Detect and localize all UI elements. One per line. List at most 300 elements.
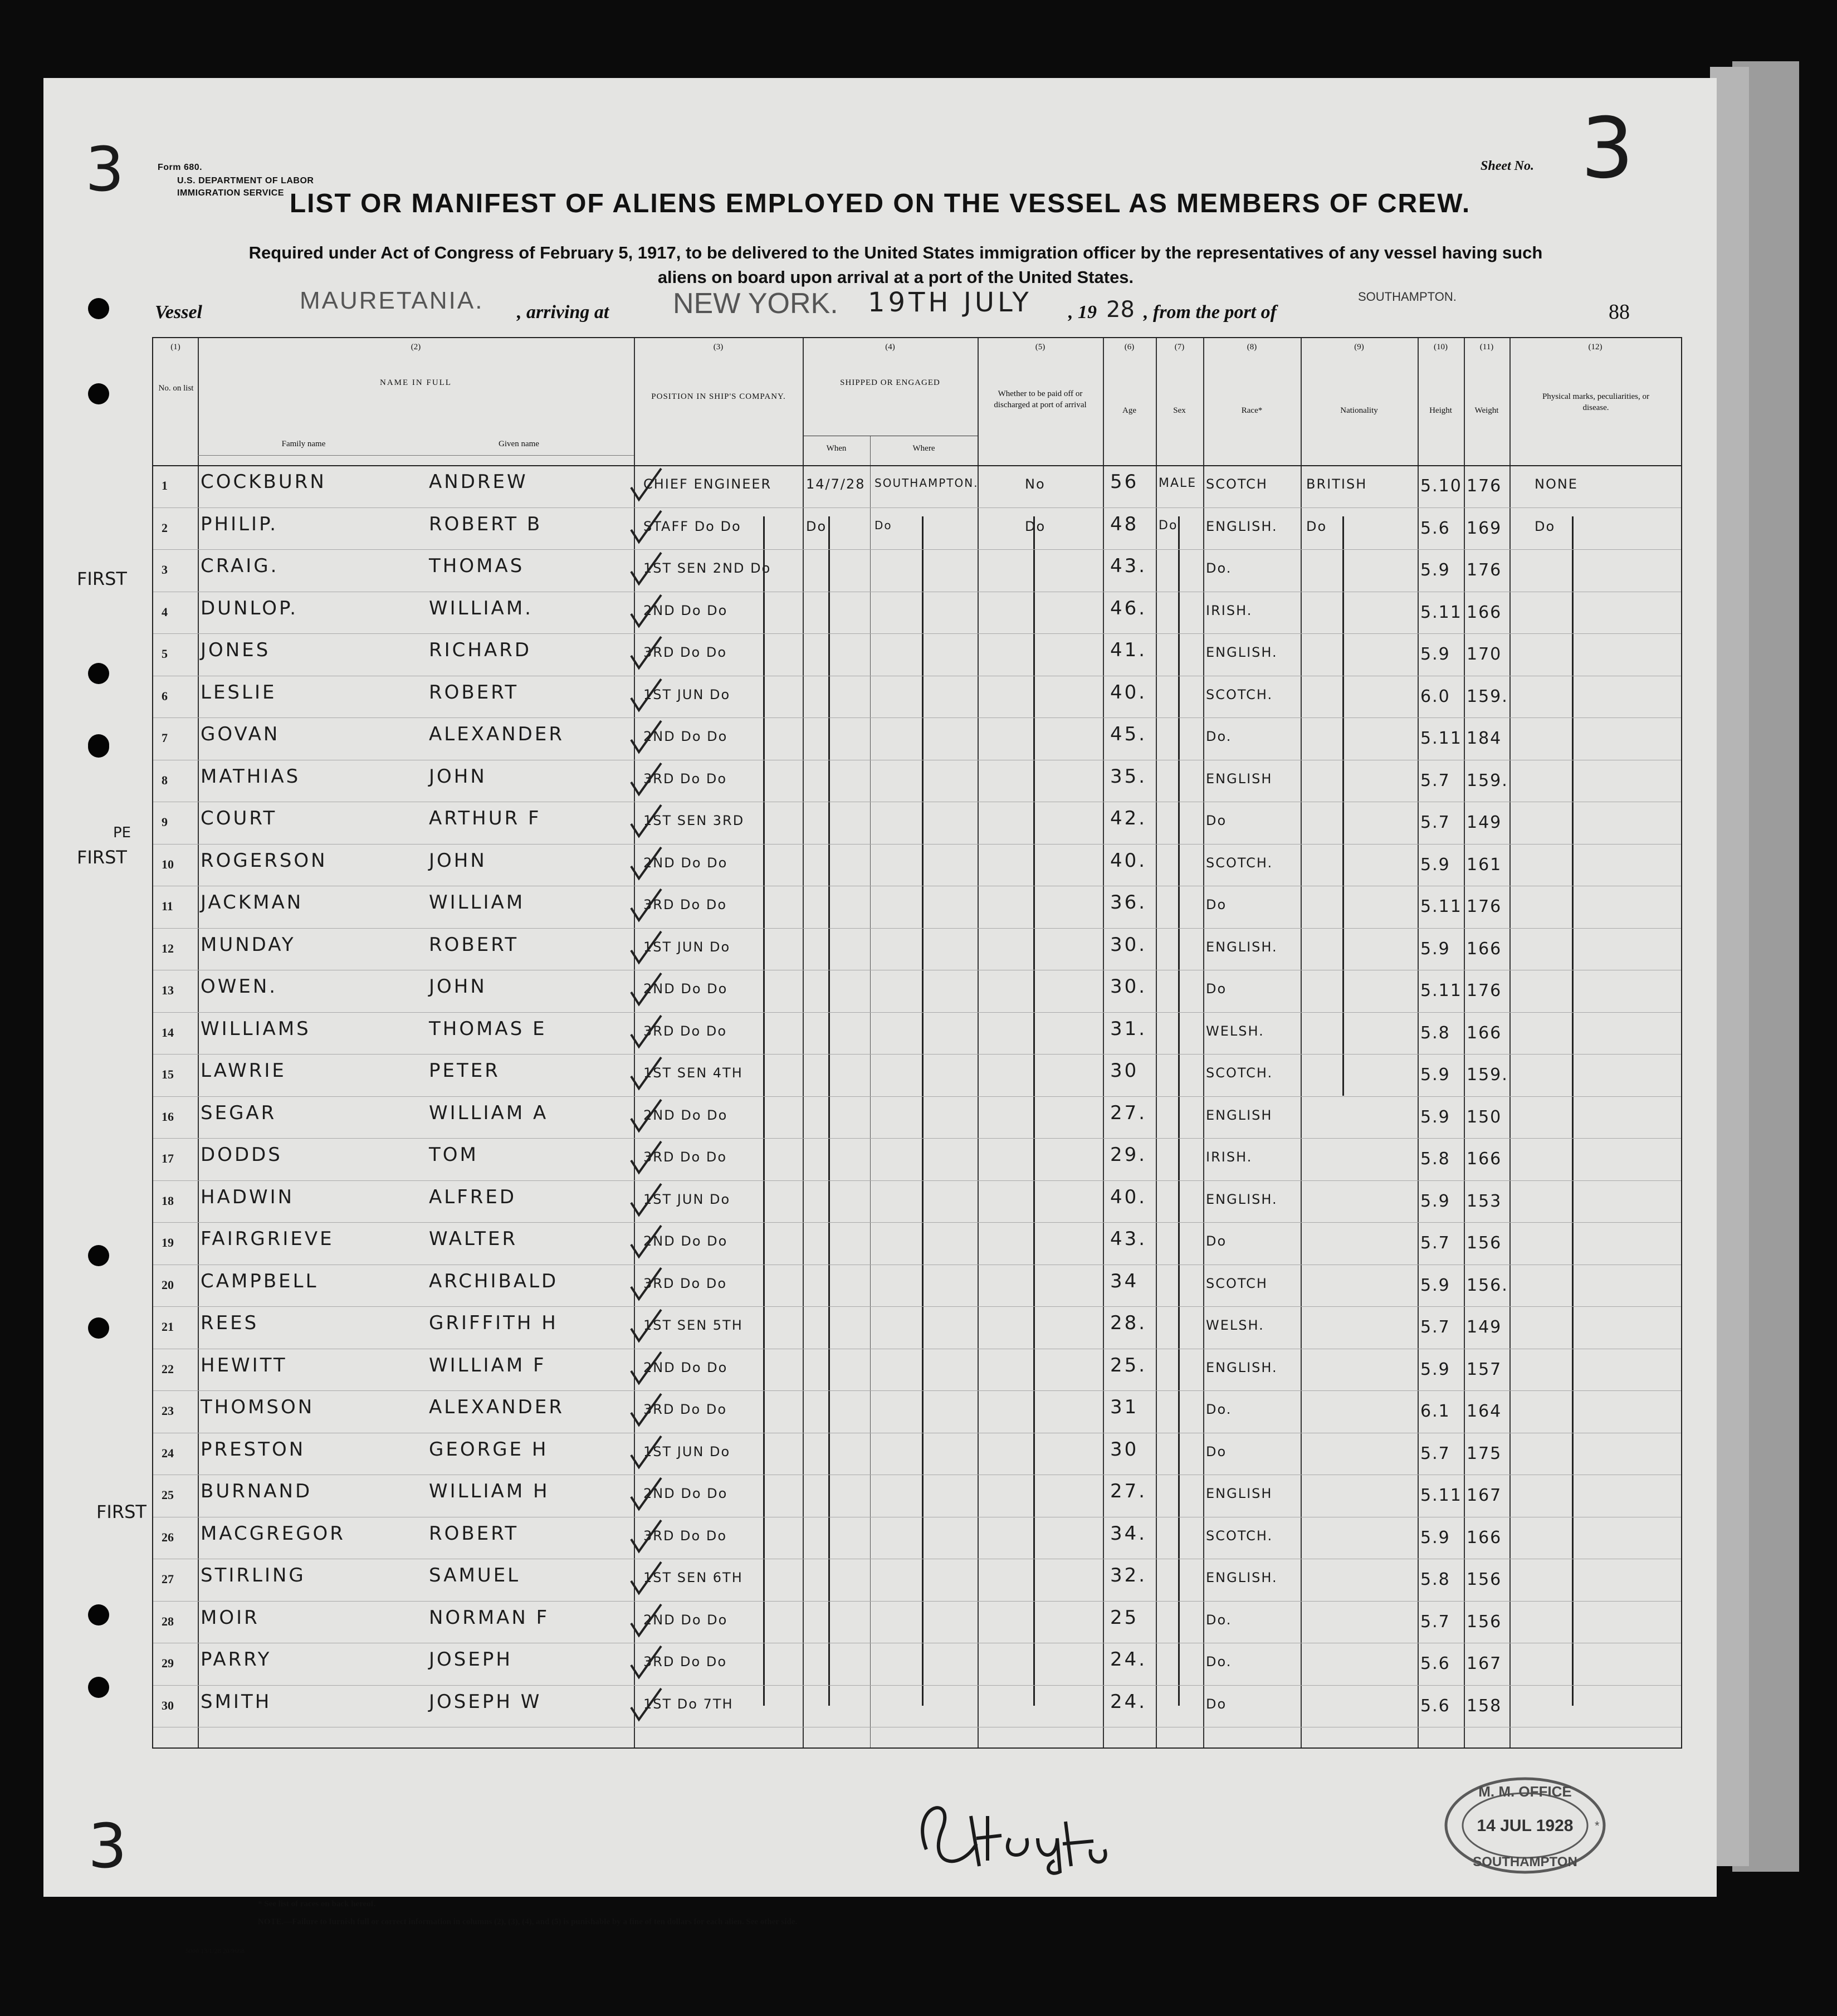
height: 5.7 <box>1420 1443 1450 1463</box>
check-mark-icon <box>627 928 666 967</box>
position: 3RD Do Do <box>643 1023 727 1039</box>
table-row <box>153 1517 1681 1559</box>
column-number: (4) <box>885 343 895 352</box>
row-number: 12 <box>162 941 174 955</box>
given-name: ALEXANDER <box>429 723 564 745</box>
family-name: MOIR <box>201 1606 260 1629</box>
given-name: PETER <box>429 1060 500 1082</box>
position: STAFF Do Do <box>643 518 741 534</box>
check-mark-icon <box>627 592 666 631</box>
table-row <box>153 717 1681 759</box>
given-name: ARTHUR F <box>429 807 541 829</box>
given-name: NORMAN F <box>429 1606 550 1629</box>
height: 5.8 <box>1420 1570 1450 1589</box>
age: 35. <box>1110 765 1147 788</box>
weight: 149 <box>1467 813 1502 832</box>
weight: 169 <box>1467 518 1502 538</box>
age: 45. <box>1110 723 1147 745</box>
stamp-bottom-text: SOUTHAMPTON <box>1473 1854 1577 1869</box>
age: 31 <box>1110 1396 1139 1418</box>
col-nationality: Nationality <box>1340 406 1378 415</box>
punch-hole <box>88 663 109 684</box>
col-weight: Weight <box>1474 406 1499 415</box>
row-number: 15 <box>162 1067 174 1081</box>
position: 2ND Do Do <box>643 1233 728 1249</box>
column-number: (1) <box>170 343 180 352</box>
print-code: 5000 13/1/28 20/9668 <box>185 1947 245 1955</box>
age: 24. <box>1110 1690 1147 1713</box>
race: ENGLISH. <box>1206 645 1278 660</box>
given-name: ROBERT <box>429 933 519 956</box>
position: 3RD Do Do <box>643 897 727 912</box>
table-row <box>153 633 1681 675</box>
position: 3RD Do Do <box>643 1149 727 1165</box>
weight: 167 <box>1467 1654 1502 1673</box>
position: 1ST JUN Do <box>643 1443 731 1459</box>
punch-hole <box>88 1317 109 1339</box>
row-number: 30 <box>162 1698 174 1712</box>
race: ENGLISH. <box>1206 1359 1278 1375</box>
weight: 176 <box>1467 560 1502 580</box>
table-row <box>153 802 1681 843</box>
position: 3RD Do Do <box>643 1654 727 1670</box>
check-mark-icon <box>627 1306 666 1345</box>
page-subtitle <box>127 241 1664 290</box>
row-number: 8 <box>162 773 168 787</box>
physical-marks: NONE <box>1535 476 1578 492</box>
row-number: 26 <box>162 1530 174 1544</box>
age: 25 <box>1110 1606 1139 1629</box>
position: 2ND Do Do <box>643 729 728 744</box>
race: Do <box>1206 897 1227 912</box>
race: Do <box>1206 1696 1227 1712</box>
row-number: 21 <box>162 1320 174 1334</box>
officer-signature <box>904 1783 1138 1877</box>
age: 32. <box>1110 1564 1147 1587</box>
family-name: LESLIE <box>201 681 277 704</box>
col-family-name: Family name <box>281 440 326 448</box>
shipped-where: SOUTHAMPTON. <box>874 476 979 490</box>
position: 3RD Do Do <box>643 1402 727 1417</box>
check-mark-icon <box>627 760 666 799</box>
check-mark-icon <box>627 1096 666 1135</box>
race: SCOTCH <box>1206 476 1268 492</box>
family-name: JONES <box>201 639 271 661</box>
height: 5.6 <box>1420 1654 1450 1673</box>
stamp-top-text: M. M. OFFICE <box>1478 1783 1572 1800</box>
family-name: DUNLOP. <box>201 597 299 619</box>
height: 5.11 <box>1420 1486 1462 1505</box>
family-name: MATHIAS <box>201 765 301 788</box>
col-physical-marks: Physical marks, peculiarities, or disease. <box>1542 392 1650 412</box>
age: 30. <box>1110 975 1147 998</box>
weight: 150 <box>1467 1107 1502 1127</box>
height: 5.9 <box>1420 939 1450 959</box>
svg-text:*: * <box>1595 1819 1600 1833</box>
arriving-label: , arriving at <box>517 302 609 323</box>
position: 1ST JUN Do <box>643 1191 731 1207</box>
weight: 149 <box>1467 1317 1502 1337</box>
family-name: REES <box>201 1312 259 1334</box>
row-number: 11 <box>162 899 173 913</box>
check-mark-icon <box>627 1433 666 1472</box>
given-name: JOSEPH W <box>429 1690 542 1713</box>
race: WELSH. <box>1206 1317 1264 1333</box>
ditto-line <box>1178 516 1180 1706</box>
given-name: THOMAS E <box>429 1017 547 1040</box>
row-number: 20 <box>162 1277 174 1292</box>
weight: 166 <box>1467 1149 1502 1169</box>
table-row <box>153 1559 1681 1600</box>
family-name: MACGREGOR <box>201 1522 345 1545</box>
race: ENGLISH. <box>1206 518 1278 534</box>
row-number: 16 <box>162 1109 174 1124</box>
table-row <box>153 676 1681 717</box>
age: 43. <box>1110 555 1147 577</box>
position: CHIEF ENGINEER <box>643 476 772 492</box>
check-mark-icon <box>627 717 666 756</box>
race: Do <box>1206 981 1227 997</box>
table-row <box>153 1265 1681 1306</box>
check-mark-icon <box>627 465 666 504</box>
sheet-label: Sheet No. <box>1481 159 1534 173</box>
race: SCOTCH <box>1206 1275 1268 1291</box>
family-name: BURNAND <box>201 1480 312 1502</box>
race: ENGLISH. <box>1206 939 1278 955</box>
page-title: LIST OR MANIFEST OF ALIENS EMPLOYED ON THE VESSEL AS MEMBERS OF CREW. <box>289 189 1471 218</box>
check-mark-icon <box>627 549 666 588</box>
race: IRISH. <box>1206 1149 1253 1165</box>
given-name: JOHN <box>429 765 487 788</box>
race: ENGLISH <box>1206 1107 1273 1123</box>
height: 6.0 <box>1420 686 1450 706</box>
ditto-line <box>828 516 830 1706</box>
corner-mark: 3 <box>85 134 124 205</box>
table-row <box>153 1433 1681 1475</box>
check-mark-icon <box>627 507 666 546</box>
given-name: ROBERT B <box>429 512 543 535</box>
check-mark-icon <box>627 1349 666 1388</box>
check-mark-icon <box>627 1390 666 1429</box>
height: 5.9 <box>1420 560 1450 580</box>
column-number: (3) <box>713 343 724 352</box>
col-sex: Sex <box>1173 406 1186 415</box>
table-row <box>153 549 1681 591</box>
height: 6.1 <box>1420 1402 1450 1421</box>
paid-off: No <box>1025 476 1045 492</box>
check-mark-icon <box>627 633 666 672</box>
punch-hole <box>88 383 109 404</box>
weight: 167 <box>1467 1486 1502 1505</box>
margin-note: PE <box>113 824 131 841</box>
race: Do <box>1206 1233 1227 1249</box>
col-position: POSITION IN SHIP'S COMPANY. <box>651 392 786 401</box>
check-mark-icon <box>627 1517 666 1556</box>
age: 24. <box>1110 1648 1147 1671</box>
given-name: TOM <box>429 1144 478 1166</box>
given-name: GRIFFITH H <box>429 1312 558 1334</box>
row-number: 27 <box>162 1572 174 1586</box>
position: 3RD Do Do <box>643 1527 727 1544</box>
check-mark-icon <box>627 1559 666 1598</box>
height: 5.8 <box>1420 1023 1450 1043</box>
check-mark-icon <box>627 676 666 715</box>
table-row <box>153 760 1681 802</box>
height: 5.11 <box>1420 981 1462 1000</box>
weight: 156. <box>1467 1275 1508 1295</box>
table-row <box>153 1643 1681 1685</box>
position: 3RD Do Do <box>643 1275 727 1291</box>
family-name: JACKMAN <box>201 891 304 914</box>
weight: 159. <box>1467 1065 1508 1085</box>
check-mark-icon <box>627 1222 666 1261</box>
position: 2ND Do Do <box>643 1612 728 1628</box>
weight: 175 <box>1467 1443 1502 1463</box>
family-name: STIRLING <box>201 1564 306 1587</box>
column-number: (5) <box>1035 343 1045 352</box>
ditto-line <box>1342 516 1344 1096</box>
family-name: MUNDAY <box>201 933 296 956</box>
age: 56 <box>1110 471 1139 493</box>
table-row <box>153 1601 1681 1643</box>
check-mark-icon <box>627 844 666 883</box>
shipped-where: Do <box>874 518 892 532</box>
height: 5.9 <box>1420 1359 1450 1379</box>
age: 27. <box>1110 1101 1147 1124</box>
position: 2ND Do Do <box>643 1359 728 1375</box>
height: 5.7 <box>1420 1612 1450 1632</box>
given-name: GEORGE H <box>429 1438 549 1461</box>
race: ENGLISH <box>1206 1486 1273 1501</box>
weight: 170 <box>1467 645 1502 664</box>
form-number: Form 680. <box>158 163 203 172</box>
row-number: 23 <box>162 1404 174 1418</box>
position: 1ST JUN Do <box>643 939 731 955</box>
weight: 166 <box>1467 939 1502 959</box>
age: 31. <box>1110 1017 1147 1040</box>
height: 5.7 <box>1420 1317 1450 1337</box>
row-number: 7 <box>162 731 168 745</box>
subtitle-line: Required under Act of Congress of February 5, 1917, to be delivered to the United States immigration officer by the representatives of any vessel having such <box>248 243 1543 262</box>
family-name: CAMPBELL <box>201 1270 319 1292</box>
race: Do. <box>1206 560 1232 576</box>
punch-hole <box>88 734 109 755</box>
check-mark-icon <box>627 1265 666 1304</box>
row-number: 1 <box>162 479 168 492</box>
table-row <box>153 1012 1681 1054</box>
race: SCOTCH. <box>1206 686 1273 702</box>
age: 42. <box>1110 807 1147 829</box>
weight: 166 <box>1467 1023 1502 1043</box>
bottom-mark: 3 <box>88 1810 127 1882</box>
height: 5.9 <box>1420 1107 1450 1127</box>
column-number: (8) <box>1247 343 1257 352</box>
page-reference: 88 <box>1609 300 1630 324</box>
position: 1ST SEN 2ND Do <box>643 560 771 576</box>
height: 5.6 <box>1420 518 1450 538</box>
ditto-line <box>1033 516 1035 1706</box>
check-mark-icon <box>627 1601 666 1640</box>
check-mark-icon <box>627 1643 666 1682</box>
mm-office-stamp <box>1442 1774 1609 1877</box>
given-name: SAMUEL <box>429 1564 521 1587</box>
given-name: WILLIAM H <box>429 1480 550 1502</box>
table-row <box>153 1475 1681 1516</box>
ditto-line <box>763 516 765 1706</box>
position: 1ST JUN Do <box>643 686 731 702</box>
age: 29. <box>1110 1144 1147 1166</box>
shipped-when: 14/7/28 <box>806 476 866 492</box>
family-name: LAWRIE <box>201 1060 286 1082</box>
check-mark-icon <box>627 886 666 925</box>
weight: 166 <box>1467 1527 1502 1548</box>
service: IMMIGRATION SERVICE <box>177 188 285 198</box>
row-number: 24 <box>162 1446 174 1460</box>
physical-marks: Do <box>1535 518 1556 534</box>
given-name: ROBERT <box>429 1522 519 1545</box>
table-row <box>153 507 1681 549</box>
age: 34 <box>1110 1270 1139 1292</box>
col-race: Race* <box>1241 406 1263 415</box>
check-mark-icon <box>627 970 666 1009</box>
given-name: WALTER <box>429 1228 518 1250</box>
weight: 157 <box>1467 1359 1502 1379</box>
ditto-line <box>922 516 924 1706</box>
table-row <box>153 1306 1681 1348</box>
position: 2ND Do Do <box>643 602 728 618</box>
punch-hole <box>88 1604 109 1626</box>
manifest-sheet <box>43 78 1717 1955</box>
height: 5.7 <box>1420 813 1450 832</box>
height: 5.7 <box>1420 1233 1450 1253</box>
weight: 176 <box>1467 981 1502 1000</box>
age: 40. <box>1110 849 1147 872</box>
family-name: DODDS <box>201 1144 282 1166</box>
given-name: ALFRED <box>429 1185 517 1208</box>
sex: MALE <box>1159 476 1197 490</box>
row-number: 17 <box>162 1151 174 1165</box>
weight: 159. <box>1467 770 1508 790</box>
given-name: WILLIAM F <box>429 1354 546 1376</box>
given-name: JOSEPH <box>429 1648 512 1671</box>
column-number: (2) <box>411 343 421 352</box>
family-name: HADWIN <box>201 1185 295 1208</box>
row-number: 18 <box>162 1193 174 1208</box>
given-name: JOHN <box>429 975 487 998</box>
height: 5.8 <box>1420 1149 1450 1169</box>
shipped-when: Do <box>806 518 827 534</box>
position: 2ND Do Do <box>643 855 728 871</box>
col-height: Height <box>1429 406 1452 415</box>
family-name: ROGERSON <box>201 849 328 872</box>
table-row <box>153 928 1681 970</box>
family-name: COURT <box>201 807 277 829</box>
position: 1ST SEN 3RD <box>643 813 745 828</box>
height: 5.10 <box>1420 476 1462 496</box>
family-name: SEGAR <box>201 1101 277 1124</box>
from-port-label: , from the port of <box>1144 302 1277 323</box>
department: U.S. DEPARTMENT OF LABOR <box>177 176 314 186</box>
position: 3RD Do Do <box>643 770 727 787</box>
margin-note: FIRST <box>77 568 127 589</box>
check-mark-icon <box>627 802 666 841</box>
punch-hole <box>88 1677 109 1698</box>
age: 40. <box>1110 1185 1147 1208</box>
column-number: (12) <box>1588 343 1603 352</box>
margin-note: FIRST <box>77 847 127 868</box>
race: SCOTCH. <box>1206 855 1273 871</box>
column-number: (7) <box>1174 343 1185 352</box>
row-number: 9 <box>162 815 168 829</box>
row-number: 3 <box>162 563 168 577</box>
column-number: (10) <box>1434 343 1448 352</box>
given-name: WILLIAM A <box>429 1101 549 1124</box>
given-name: WILLIAM <box>429 891 525 914</box>
height: 5.11 <box>1420 897 1462 916</box>
family-name: THOMSON <box>201 1396 315 1418</box>
crew-table <box>152 337 1682 1749</box>
weight: 156 <box>1467 1570 1502 1589</box>
table-row <box>153 970 1681 1012</box>
race: Do. <box>1206 1612 1232 1628</box>
family-name: HEWITT <box>201 1354 287 1376</box>
age: 40. <box>1110 681 1147 704</box>
family-name: FAIRGRIEVE <box>201 1228 334 1250</box>
check-mark-icon <box>627 1180 666 1219</box>
punch-hole <box>88 298 109 319</box>
nationality: BRITISH <box>1306 476 1367 492</box>
weight: 156 <box>1467 1612 1502 1632</box>
sheet-number: 3 <box>1581 100 1634 197</box>
height: 5.9 <box>1420 1527 1450 1548</box>
position: 1ST SEN 6TH <box>643 1570 743 1585</box>
height: 5.9 <box>1420 1275 1450 1295</box>
position: 1ST Do 7TH <box>643 1696 734 1712</box>
given-name: ALEXANDER <box>429 1396 564 1418</box>
age: 30 <box>1110 1060 1139 1082</box>
race: Do <box>1206 1443 1227 1459</box>
position: 3RD Do Do <box>643 645 727 660</box>
given-name: WILLIAM. <box>429 597 533 619</box>
age: 43. <box>1110 1228 1147 1250</box>
row-number: 10 <box>162 857 174 871</box>
check-mark-icon <box>627 1012 666 1051</box>
height: 5.9 <box>1420 1065 1450 1085</box>
check-mark-icon <box>627 1054 666 1093</box>
row-number: 22 <box>162 1361 174 1376</box>
sex: Do <box>1159 518 1178 533</box>
subtitle-line: aliens on board upon arrival at a port of the United States. <box>657 267 1134 287</box>
age: 34. <box>1110 1522 1147 1545</box>
given-name: RICHARD <box>429 639 532 661</box>
weight: 156 <box>1467 1233 1502 1253</box>
family-name: CRAIG. <box>201 555 279 577</box>
table-row <box>153 1096 1681 1138</box>
table-row <box>153 1390 1681 1432</box>
footnote-races: * See list of races on back hereof. <box>258 1900 376 1908</box>
table-row <box>153 844 1681 886</box>
col-no-on-list: No. on list <box>158 384 194 393</box>
given-name: ARCHIBALD <box>429 1270 559 1292</box>
race: ENGLISH. <box>1206 1191 1278 1207</box>
position: 2ND Do Do <box>643 981 728 997</box>
race: WELSH. <box>1206 1023 1264 1039</box>
age: 36. <box>1110 891 1147 914</box>
weight: 164 <box>1467 1402 1502 1421</box>
age: 28. <box>1110 1312 1147 1334</box>
year-suffix: 28 <box>1106 297 1135 323</box>
footnote-note: NOTE.—Failure to furnish full or correct information in columns (2), (3), (4), and (5) is punishable by a fine of ten dollars for each alien. See other side. <box>258 1917 798 1926</box>
